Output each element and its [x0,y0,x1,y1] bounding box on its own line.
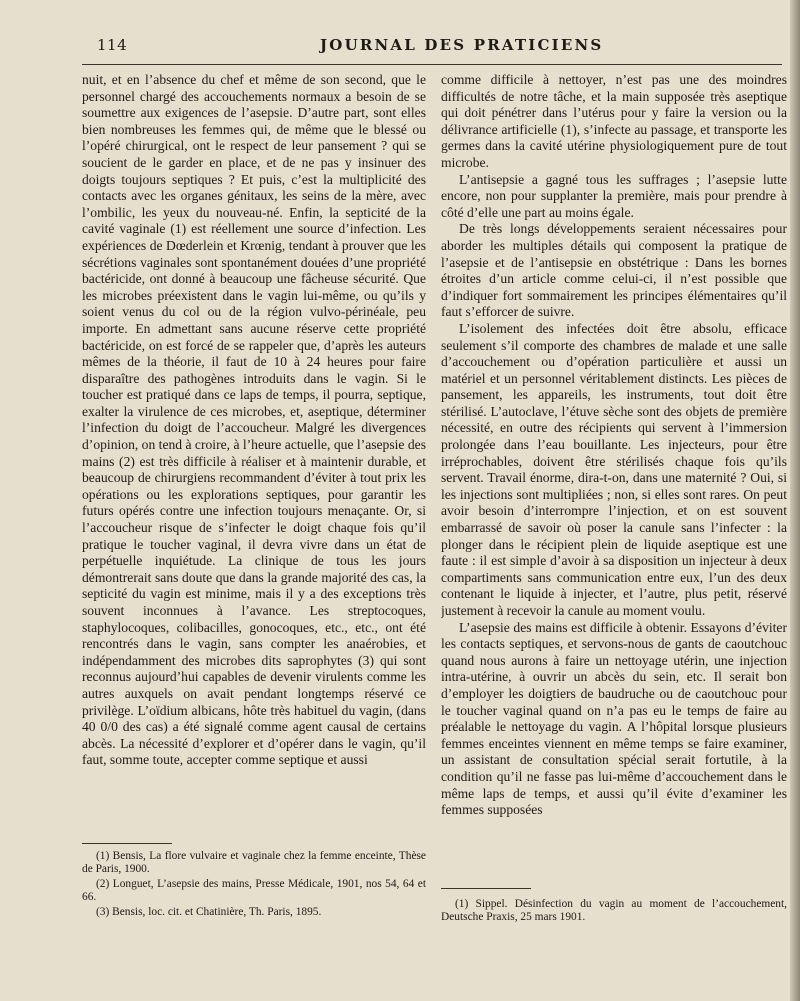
left-footnote-rule [82,843,172,844]
footnote-right-1: (1) Sippel. Désinfection du vagin au moment de l’accouchement, Deutsche Praxis, 25 mars 1901. [441,898,787,924]
right-footnote-rule [441,888,531,889]
left-paragraph-1: nuit, et en l’absence du chef et même de son second, que le personnel chargé des accouchements normaux a besoin de se soumettre aux exigences de l’asepsie. D’autre part, sont elles bien nombreuses les femmes qui, de même que le blessé ou l’opéré chirurgical, ont le respect de leur pansement ? qui se soucient de le garder en place, et de ne pas y insinuer des doigts toujours septiques ? Et puis, c’est la multiplicité des contacts avec les organes génitaux, les seins de la mère, avec l’ombilic, les yeux du nouveau-né. Enfin, la septicité de la cavité vaginale (1) est réellement une source d’infection. Les expériences de Dœderlein et Krœnig, tendant à prouver que les sécrétions vaginales sont spontanément douées d’une propriété bactéricide, ont donné à beaucoup une fâcheuse sécurité. Que les microbes préexistent dans le vagin lui-même, ou qu’ils y soient venus du col ou de la région vulvo-périnéale, peu importe. En admettant sans aucune réserve cette propriété bactéricide, on est forcé de se rappeler que, d’après les auteurs mêmes de la théorie, il faut de 10 à 24 heures pour faire disparaître des pathogènes introduits dans le vagin. Si le toucher est pratiqué dans ce laps de temps, il pourra, septique, exalter la virulence de ces microbes, et, aseptique, déterminer l’infection du doigt de l’accoucheur. Malgré les divergences d’opinion, on tend à croire, à l’heure actuelle, que l’asepsie des mains (2) est très difficile à réaliser et à maintenir durable, et beaucoup de chirurgiens recommandent d’éviter à tout prix les opérations ou les explorations septiques, pour garantir les futurs opérés contre une infection toujours menaçante. Or, si l’accoucheur risque de s’infecter le doigt chaque fois qu’il pratique le toucher vaginal, il devra vivre dans un état de perpétuelle inquiétude. La clinique de tous les jours démontrerait sans doute que dans la grande majorité des cas, la septicité du vagin est minime, mais il y a des exceptions très souvent inconnues à l’avance. Les streptocoques, staphylocoques, colibacilles, gonocoques, etc., etc., ont été rencontrés dans le vagin, sans compter les anaérobies, et indépendamment des microbes dits saprophytes (3) qui sont reconnus aujourd’hui capables de devenir virulents comme les autres auxquels on avait pendant longtemps réservé ce privilège. L’oïdium albicans, hôte très habituel du vagin, (dans 40 0/0 des cas) a été signalé comme agent causal de certains abcès. La nécessité d’explorer et d’opérer dans le vagin, qu’il faut, somme toute, accepter comme septique et aussi [82,72,426,768]
footnote-left-1: (1) Bensis, La flore vulvaire et vaginale chez la femme enceinte, Thèse de Paris, 1900. [82,850,426,876]
header-rule [82,64,782,65]
page-number: 114 [97,36,128,54]
footnote-left-2: (2) Longuet, L’asepsie des mains, Presse Médicale, 1901, nos 54, 64 et 66. [82,877,426,904]
right-paragraph-4: L’isolement des infectées doit être absolu, efficace seulement s’il comporte des chambres de malade et une salle d’accouchement ou d’opération particulière et aussi un matériel et un personnel véritablement distincts. Les pièces de pansement, les appareils, les instruments, tout doit être stérilisé. L’autoclave, l’étuve sèche sont des objets de première nécessité, en outre des récipients qui servent à l’immersion prolongée dans l’eau bouillante. Les injecteurs, pour être irréprochables, doivent être stérilisés chaque fois qu’ils servent. Travail énorme, dira-t-on, dans une maternité ? Oui, si les injections sont multipliées ; non, si elles sont rares. On peut avoir besoin d’interrompre l’injection, et on est souvent embarrassé de savoir où poser la canule sans l’infecter : la plonger dans le récipient plein de liquide aseptique est une faute : il est simple d’avoir à sa disposition un injecteur à deux compartiments sans communication entre eux, l’un des deux contenant le liquide à injecter, et l’autre, plus petit, réservé justement à recevoir la canule au moment voulu. [441,320,787,618]
right-column [441,72,787,819]
left-footnotes [82,850,426,920]
footnote-left-3: (3) Bensis, loc. cit. et Chatinière, Th. Paris, 1895. [96,905,322,918]
right-paragraph-1: comme difficile à nettoyer, n’est pas une des moindres difficultés de notre tâche, et la main supposée très aseptique qui doit pénétrer dans l’utérus pour y faire la version ou la délivrance artificielle (1), s’infecte au passage, et transporte les germes dans la cavité utérine physiologiquement pure de tout microbe. [441,72,787,170]
right-paragraph-2: L’antisepsie a gagné tous les suffrages ; l’asepsie lutte encore, non pour supplanter la première, mais pour prendre à côté d’elle une part au moins égale. [441,171,787,220]
right-footnotes [441,898,787,925]
page-header [0,36,790,60]
right-paragraph-3: De très longs développements seraient nécessaires pour aborder les multiples détails qui composent la pratique de l’asepsie et de l’antisepsie en obstétrique : Dans les bornes étroites d’un article comme celui-ci, il n’est possible que d’indiquer fort sommairement les principes élémentaires qu’il faut s’efforcer de suivre. [441,221,787,320]
binding-shadow [790,0,800,1001]
right-paragraph-5: L’asepsie des mains est difficile à obtenir. Essayons d’éviter les contacts septiques, et servons-nous de gants de caoutchouc quand nous aurons à faire un nettoyage utérin, une injection intra-utérine, à ouvrir un abcès du sein, etc. Il serait bon d’employer les doigtiers de baudruche ou de caoutchouc pour le toucher vaginal quand on n’a pas eu le temps de faire au préalable le nettoyage du vagin. A l’hôpital lorsque plusieurs femmes enceintes viennent en même temps se faire examiner, un assistant de consultation spécial serait fortutile, à la condition qu’il ne fasse pas lui-même d’accouchement dans le même laps de temps, et aussi qu’il évite d’examiner les femmes supposées [441,619,787,818]
journal-title: JOURNAL DES PRATICIENS [320,36,604,54]
left-column [82,72,426,769]
